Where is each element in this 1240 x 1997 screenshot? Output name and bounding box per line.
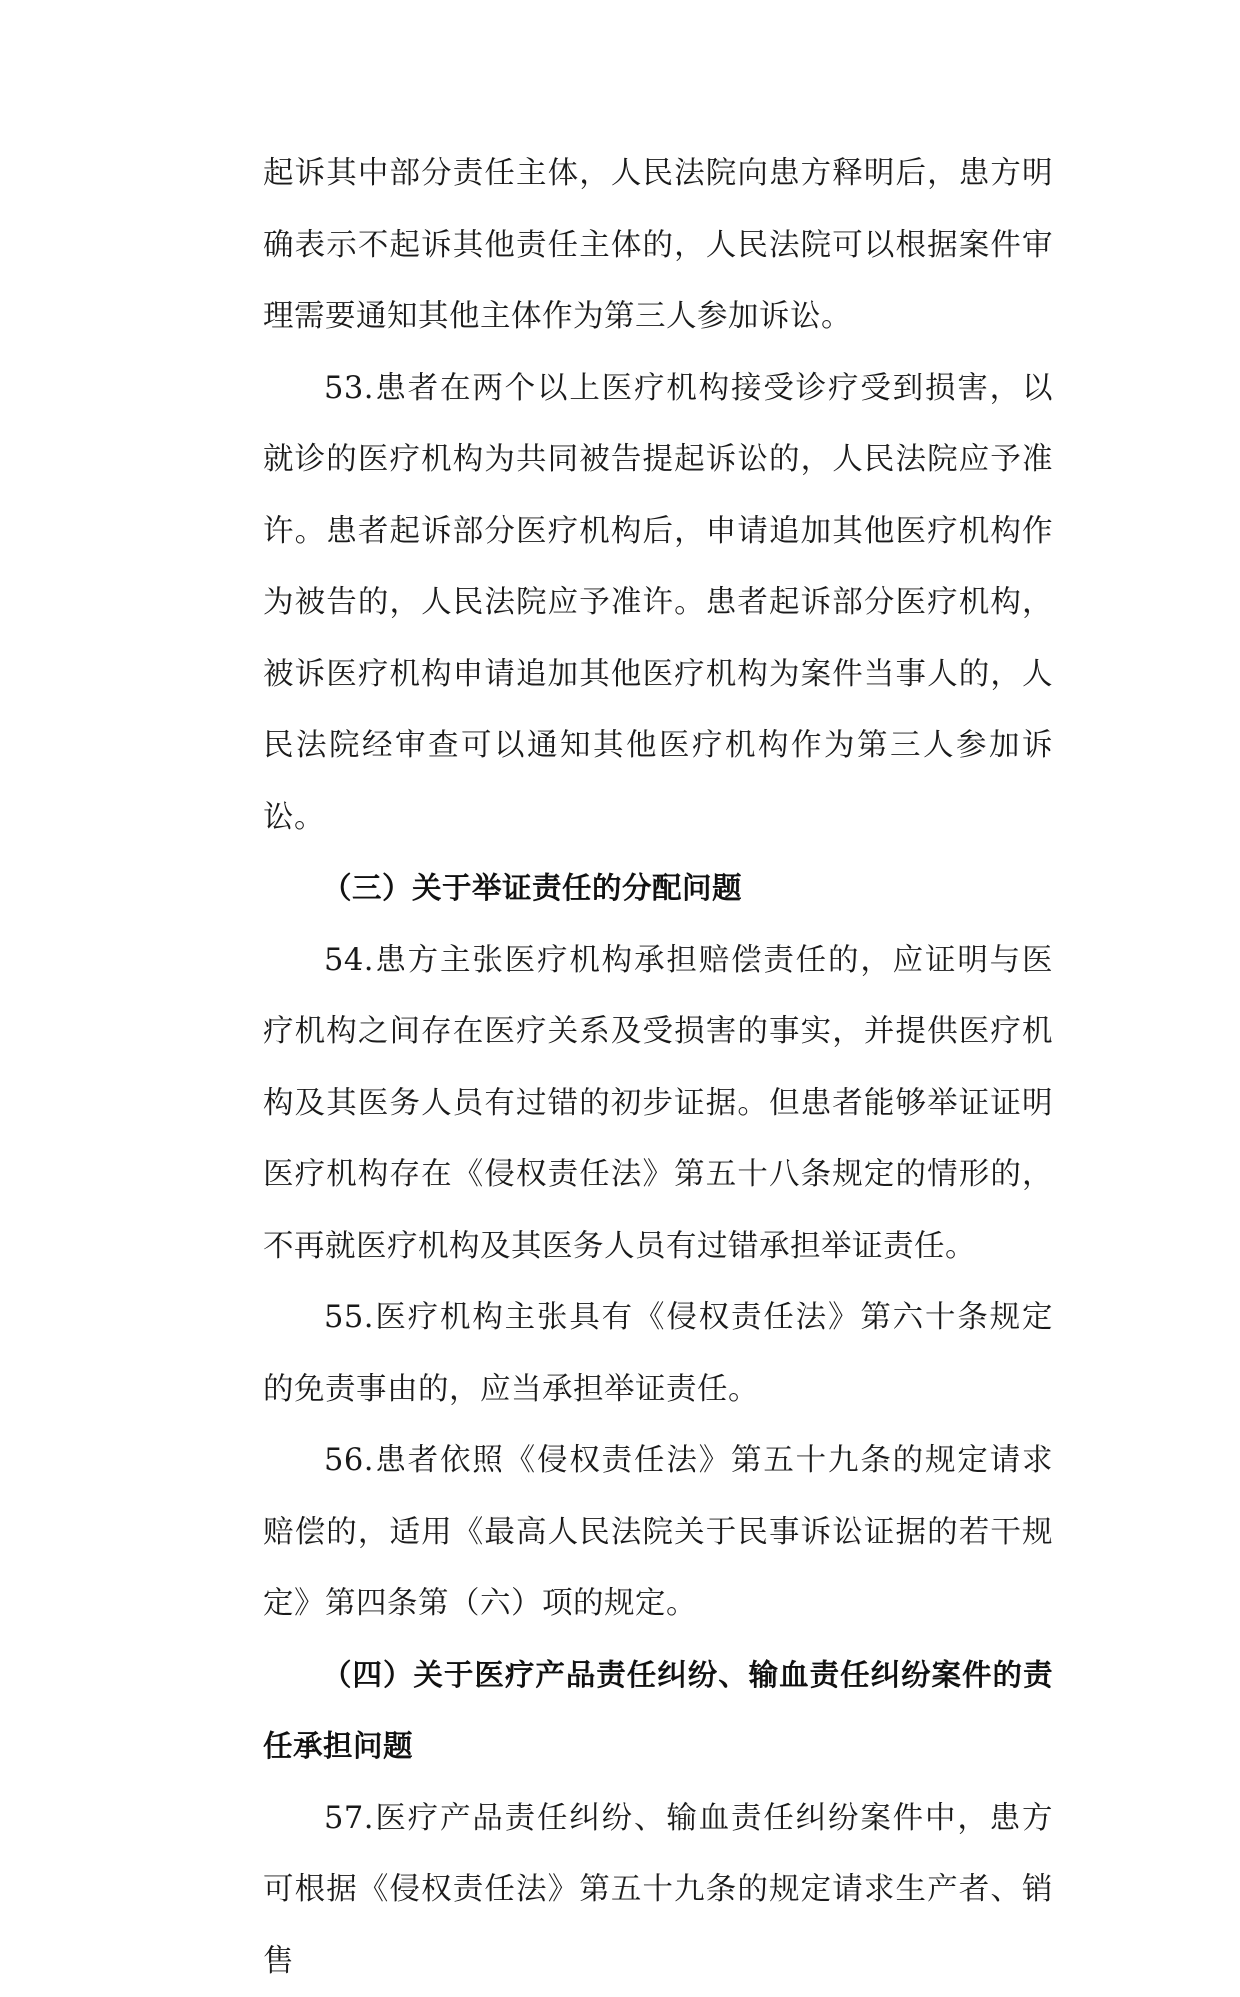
paragraph-continuation: 起诉其中部分责任主体，人民法院向患方释明后，患方明确表示不起诉其他责任主体的，人民法院可以根据案件审理需要通知其他主体作为第三人参加诉讼。	[263, 138, 1053, 353]
document-body	[263, 138, 1053, 1997]
paragraph-55: 55.医疗机构主张具有《侵权责任法》第六十条规定的免责事由的，应当承担举证责任。	[263, 1282, 1053, 1425]
paragraph-56: 56.患者依照《侵权责任法》第五十九条的规定请求赔偿的，适用《最高人民法院关于民事诉讼证据的若干规定》第四条第（六）项的规定。	[263, 1425, 1053, 1640]
section-heading-4: （四）关于医疗产品责任纠纷、输血责任纠纷案件的责任承担问题	[263, 1640, 1053, 1783]
paragraph-54: 54.患方主张医疗机构承担赔偿责任的，应证明与医疗机构之间存在医疗关系及受损害的事实，并提供医疗机构及其医务人员有过错的初步证据。但患者能够举证证明医疗机构存在《侵权责任法》第五十八条规定的情形的，不再就医疗机构及其医务人员有过错承担举证责任。	[263, 925, 1053, 1283]
paragraph-53: 53.患者在两个以上医疗机构接受诊疗受到损害，以就诊的医疗机构为共同被告提起诉讼的，人民法院应予准许。患者起诉部分医疗机构后，申请追加其他医疗机构作为被告的，人民法院应予准许。患者起诉部分医疗机构，被诉医疗机构申请追加其他医疗机构为案件当事人的，人民法院经审查可以通知其他医疗机构作为第三人参加诉讼。	[263, 353, 1053, 854]
paragraph-57: 57.医疗产品责任纠纷、输血责任纠纷案件中，患方可根据《侵权责任法》第五十九条的规定请求生产者、销售	[263, 1783, 1053, 1997]
section-heading-3: （三）关于举证责任的分配问题	[263, 853, 1053, 925]
